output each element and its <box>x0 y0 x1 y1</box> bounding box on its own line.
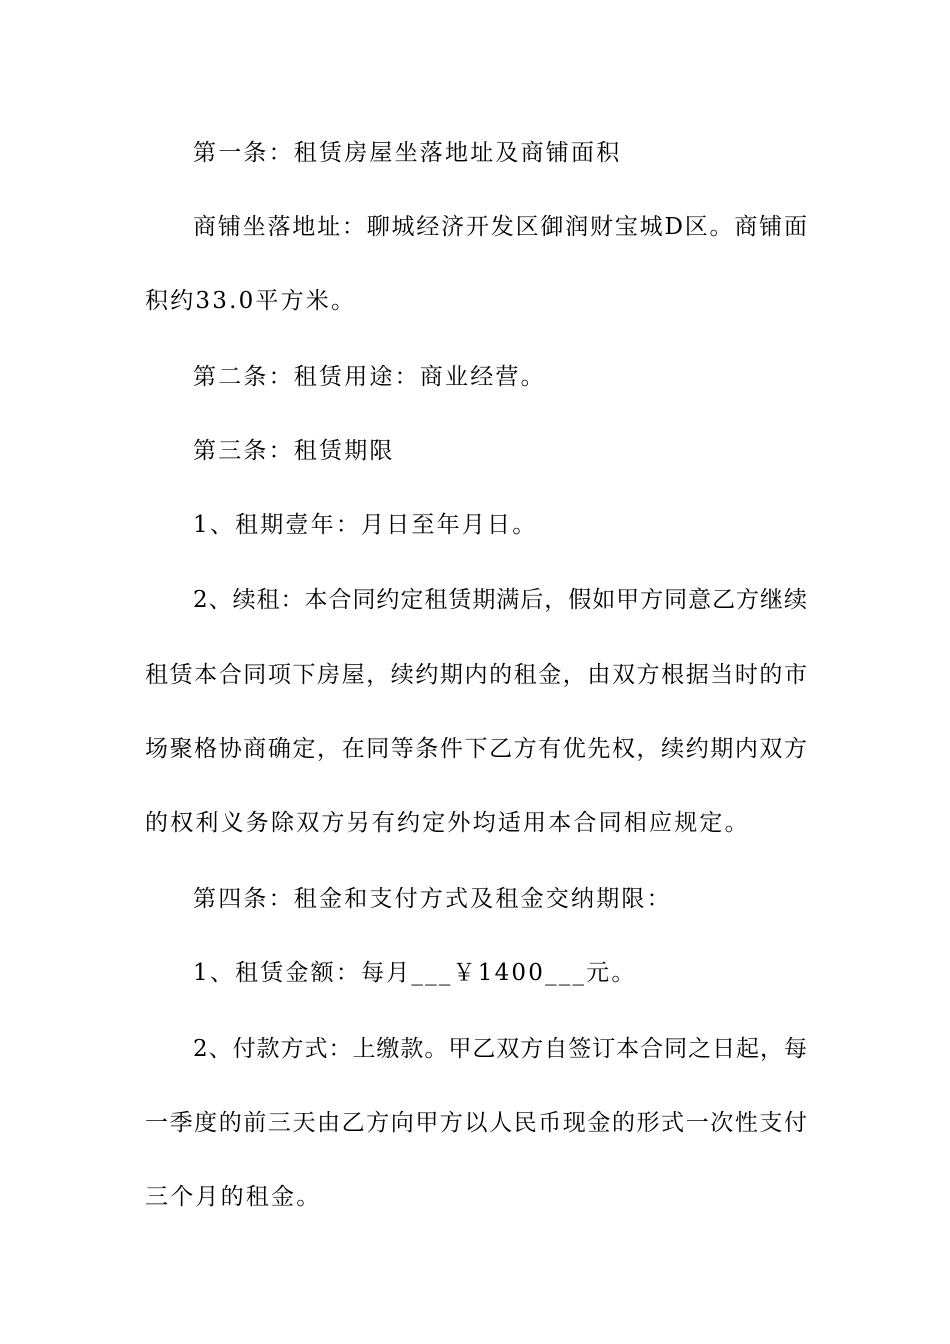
renewal-line-1: 2、续租：本合同约定租赁期满后，假如甲方同意乙方继续 <box>193 587 807 613</box>
payment-method-line-3: 三个月的租金。 <box>145 1184 322 1210</box>
rent-amount-item: 1、租赁金额：每月___￥1400___元。 <box>193 960 637 986</box>
shop-address-line-1: 商铺坐落地址：聊城经济开发区御润财宝城D区。商铺面 <box>193 214 807 240</box>
shop-address-line-2: 积约33.0平方米。 <box>145 288 357 314</box>
clause-3-heading: 第三条：租赁期限 <box>193 438 395 464</box>
payment-method-line-2: 一季度的前三天由乙方向甲方以人民币现金的形式一次性支付 <box>145 1110 807 1136</box>
renewal-line-2: 租赁本合同项下房屋，续约期内的租金，由双方根据当时的市 <box>145 662 807 688</box>
clause-4-heading: 第四条：租金和支付方式及租金交纳期限： <box>193 886 672 912</box>
clause-2-heading: 第二条：租赁用途：商业经营。 <box>193 364 546 390</box>
renewal-line-3: 场聚格协商确定，在同等条件下乙方有优先权，续约期内双方 <box>145 736 807 762</box>
payment-method-line-1: 2、付款方式：上缴款。甲乙双方自签订本合同之日起，每 <box>193 1036 807 1062</box>
renewal-line-4: 的权利义务除双方另有约定外均适用本合同相应规定。 <box>145 810 750 836</box>
clause-1-heading: 第一条：租赁房屋坐落地址及商铺面积 <box>193 140 622 166</box>
lease-term-item: 1、租期壹年：月日至年月日。 <box>193 512 538 538</box>
